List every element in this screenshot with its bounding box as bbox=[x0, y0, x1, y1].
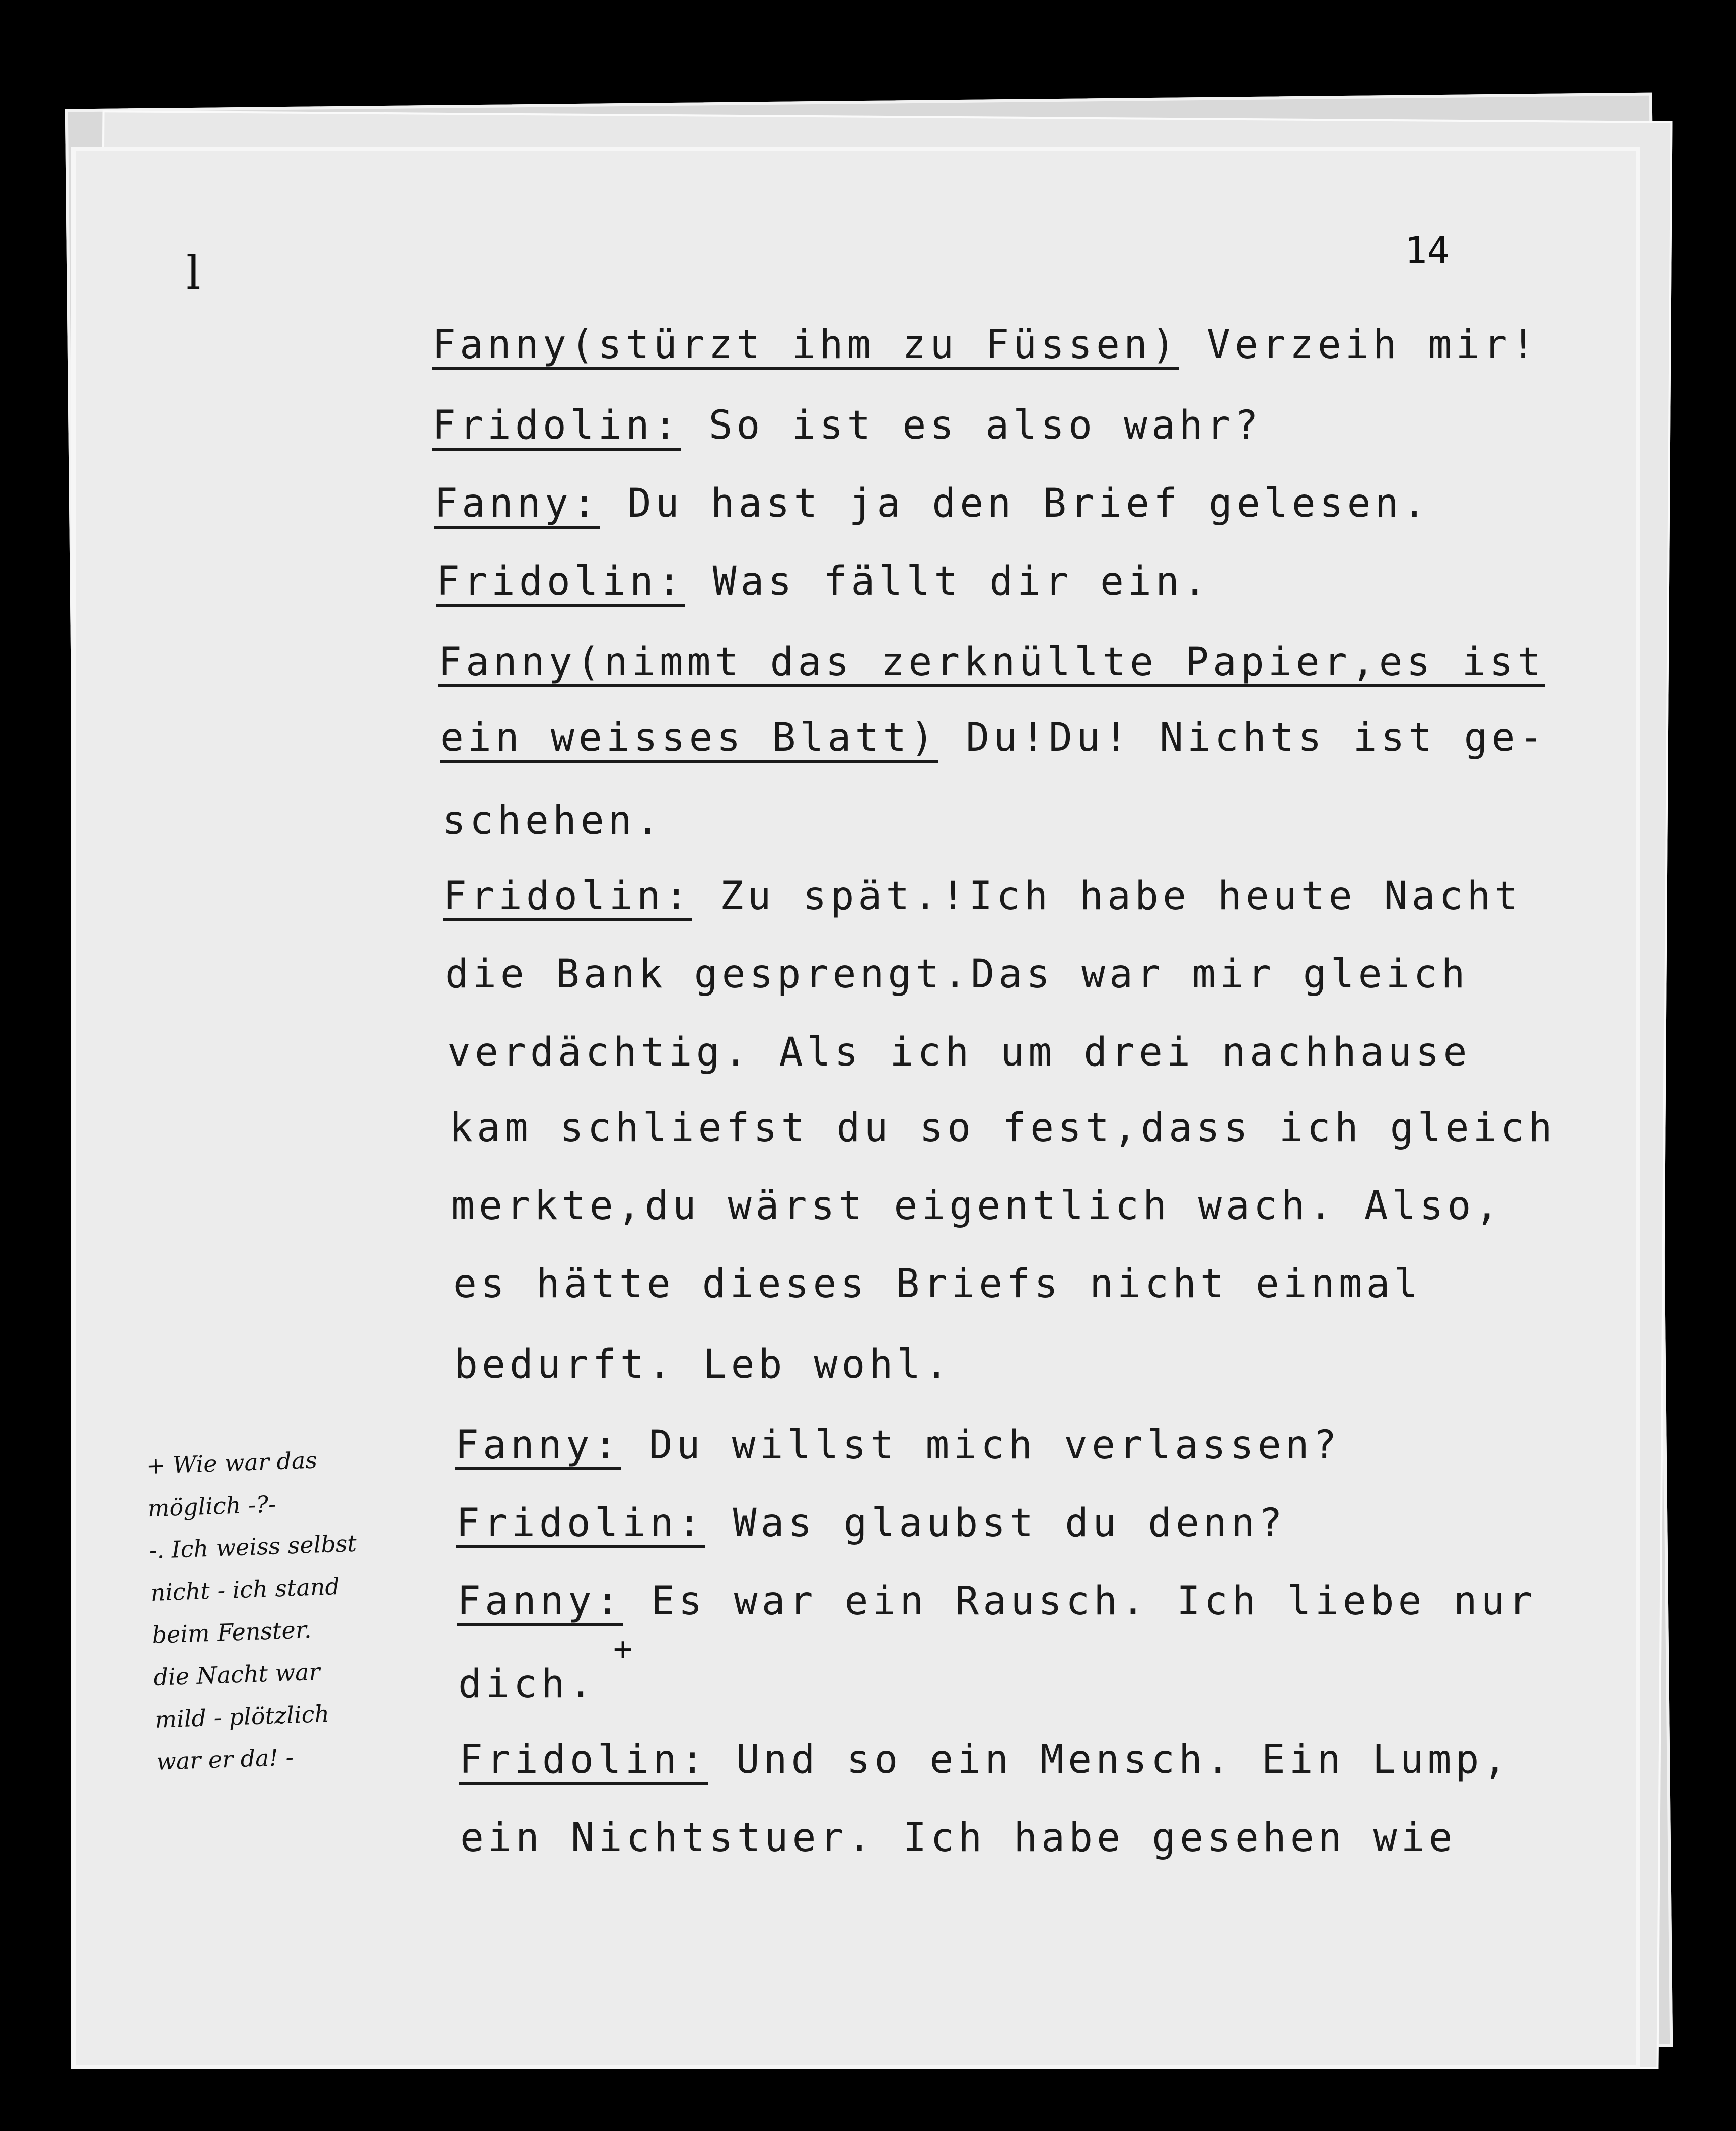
script-line-14 bbox=[454, 1342, 952, 1387]
dialogue: So ist es also wahr? bbox=[681, 403, 1262, 448]
dialogue: Was fällt dir ein. bbox=[685, 559, 1211, 604]
note-line: die Nacht war bbox=[153, 1658, 321, 1691]
note-line: nicht - ich stand bbox=[150, 1572, 340, 1607]
script-line-15 bbox=[455, 1423, 1341, 1468]
dialogue: Verzeih mir! bbox=[1179, 322, 1539, 368]
script-line-11 bbox=[449, 1105, 1556, 1151]
dialogue: Du willst mich verlassen? bbox=[621, 1423, 1341, 1468]
stage-direction: ein weisses Blatt) bbox=[440, 715, 938, 760]
script-line-19 bbox=[459, 1737, 1510, 1783]
stage-direction: (stürzt ihm zu Füssen) bbox=[570, 322, 1179, 368]
dialogue: merkte,du wärst eigentlich wach. Also, bbox=[451, 1183, 1503, 1229]
script-line-18 bbox=[458, 1662, 597, 1707]
dialogue: bedurft. Leb wohl. bbox=[454, 1342, 953, 1387]
page-number: 14 bbox=[1405, 229, 1450, 272]
dialogue: Und so ein Mensch. Ein Lump, bbox=[708, 1737, 1511, 1783]
speaker: Fanny bbox=[432, 322, 570, 368]
speaker: Fanny: bbox=[434, 481, 600, 526]
script-line-10 bbox=[447, 1030, 1471, 1075]
dialogue: Was glaubst du denn? bbox=[705, 1501, 1286, 1546]
script-line-16 bbox=[456, 1501, 1286, 1546]
speaker: Fridolin: bbox=[436, 559, 685, 604]
dialogue: Du!Du! Nichts ist ge- bbox=[938, 715, 1547, 760]
script-line-4 bbox=[436, 559, 1211, 604]
note-line: -. Ich weiss selbst bbox=[148, 1529, 357, 1565]
script-line-8 bbox=[443, 874, 1522, 919]
dialogue: verdächtig. Als ich um drei nachhause bbox=[447, 1030, 1471, 1075]
script-line-1 bbox=[432, 322, 1539, 368]
speaker: Fanny bbox=[438, 640, 576, 685]
margin-mark: l bbox=[186, 247, 201, 300]
script-line-9 bbox=[445, 952, 1469, 997]
script-line-13 bbox=[453, 1261, 1422, 1307]
script-line-17 bbox=[457, 1579, 1536, 1624]
insertion-mark: + bbox=[613, 1630, 633, 1668]
dialogue: schehen. bbox=[442, 798, 664, 843]
note-line: war er da! - bbox=[156, 1743, 294, 1775]
script-line-7 bbox=[442, 798, 664, 843]
note-line: beim Fenster. bbox=[151, 1616, 312, 1649]
script-line-6 bbox=[440, 715, 1547, 760]
script-line-2 bbox=[432, 403, 1262, 448]
handwritten-margin-note bbox=[145, 1436, 418, 1783]
speaker: Fridolin: bbox=[443, 874, 692, 919]
dialogue: Es war ein Rausch. Ich liebe nur bbox=[623, 1579, 1537, 1624]
speaker: Fanny: bbox=[457, 1579, 623, 1624]
script-line-5 bbox=[438, 640, 1545, 685]
script-line-3 bbox=[434, 481, 1430, 526]
speaker: Fanny: bbox=[455, 1423, 621, 1468]
note-line: möglich -?- bbox=[147, 1490, 277, 1522]
speaker: Fridolin: bbox=[432, 403, 681, 448]
dialogue: die Bank gesprengt.Das war mir gleich bbox=[445, 952, 1469, 997]
dialogue: dich. bbox=[458, 1662, 597, 1707]
note-line: mild - plötzlich bbox=[154, 1699, 330, 1733]
note-line: + Wie war das bbox=[145, 1446, 318, 1480]
dialogue: ein Nichtstuer. Ich habe gesehen wie bbox=[460, 1815, 1457, 1861]
dialogue: Zu spät.!Ich habe heute Nacht bbox=[692, 874, 1523, 919]
script-line-12 bbox=[451, 1183, 1502, 1229]
speaker: Fridolin: bbox=[459, 1737, 708, 1783]
dialogue: Du hast ja den Brief gelesen. bbox=[600, 481, 1430, 526]
speaker: Fridolin: bbox=[456, 1501, 705, 1546]
script-line-20 bbox=[460, 1815, 1457, 1861]
stage-direction: (nimmt das zerknüllte Papier,es ist bbox=[576, 640, 1545, 685]
dialogue: es hätte dieses Briefs nicht einmal bbox=[453, 1261, 1422, 1307]
dialogue: kam schliefst du so fest,dass ich gleich bbox=[449, 1105, 1556, 1151]
